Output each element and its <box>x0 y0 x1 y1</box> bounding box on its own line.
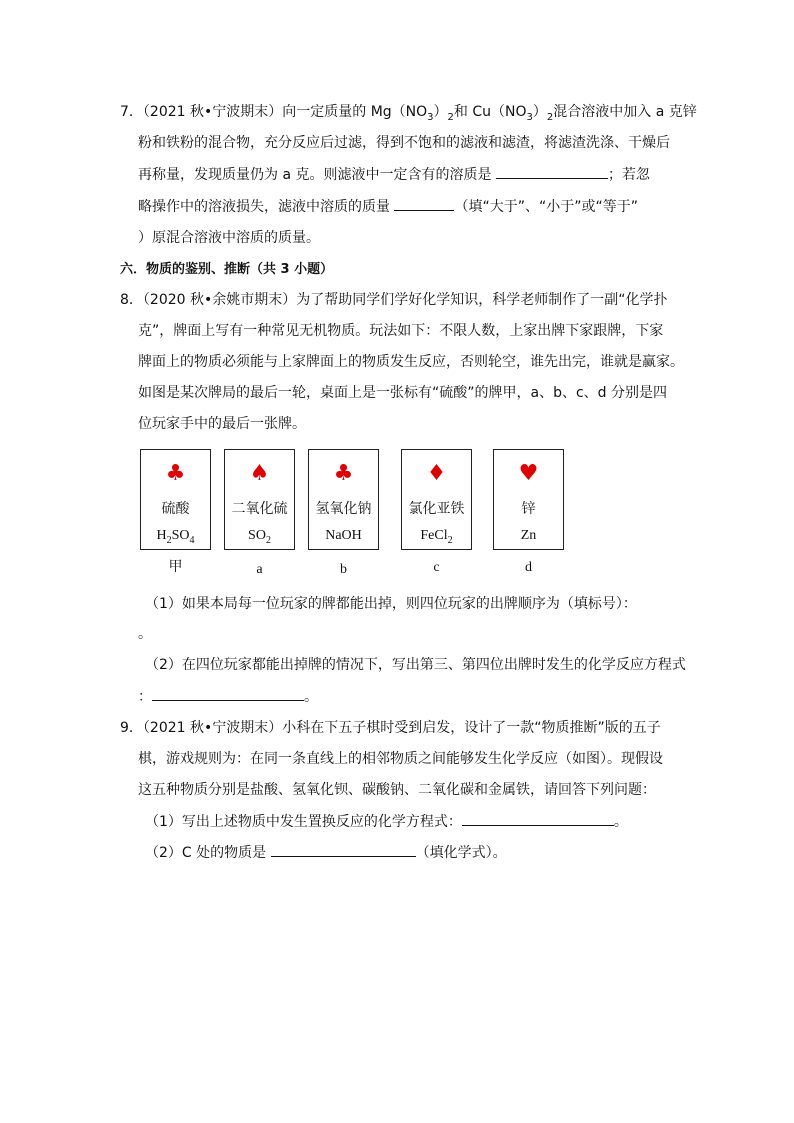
card-formula: FeCl$_2$ <box>420 528 453 546</box>
card-name: 氢氧化钠 <box>315 501 372 517</box>
answer-blank[interactable] <box>462 811 614 826</box>
q7-line-4: 略操作中的溶液损失，滤液中溶质的质量 （填“大于”、“小于”或“等于” <box>138 196 638 217</box>
q8-sub2: （2）在四位玩家都能出掉牌的情况下，写出第三、第四位出牌时发生的化学反应方程式 <box>145 657 686 673</box>
section-title: 六．物质的鉴别、推断（共 3 小题） <box>120 262 334 277</box>
q7-line-2: 粉和铁粉的混合物，充分反应后过滤，得到不饱和的滤液和滤渣，将滤渣洗涤、干燥后 <box>138 135 670 151</box>
heart-icon: ♥ <box>518 461 539 486</box>
q8-line-1: 8．（2020 秋•余姚市期末）为了帮助同学们学好化学知识，科学老师制作了一副“化学扑 <box>120 292 668 308</box>
card-label: b <box>340 562 347 577</box>
card-name: 锌 <box>521 501 536 517</box>
card-c <box>401 449 472 550</box>
answer-blank[interactable] <box>152 686 304 701</box>
card-formula: $SO_2$ <box>248 528 271 546</box>
answer-blank[interactable] <box>496 164 608 179</box>
diamond-icon: ♦ <box>426 461 447 486</box>
card-label: 甲 <box>168 559 183 575</box>
card-label: a <box>256 562 263 577</box>
q9-sub1: （1）写出上述物质中发生置换反应的化学方程式： 。 <box>145 811 628 832</box>
q8-sub1: （1）如果本局每一位玩家的牌都能出掉，则四位玩家的出牌顺序为（填标号）： <box>145 596 637 612</box>
q8-sub2-answer: ： 。 <box>138 686 318 707</box>
q9-line-2: 棋，游戏规则为：在同一条直线上的相邻物质之间能够发生化学反应（如图）。现假设 <box>138 751 663 767</box>
q7-line-5: ）原混合溶液中溶质的质量。 <box>138 230 320 246</box>
q8-line-3: 牌面上的物质必须能与上家牌面上的物质发生反应，否则轮空，谁先出完，谁就是赢家。 <box>138 354 684 370</box>
q9-sub2: （2）C 处的物质是 （填化学式）。 <box>145 842 507 863</box>
answer-blank[interactable] <box>271 842 416 857</box>
q9-line-1: 9．（2021 秋•宁波期末）小科在下五子棋时受到启发，设计了一款“物质推断”版的五子 <box>120 720 661 736</box>
card-name: 氯化亚铁 <box>408 501 465 517</box>
q9-line-3: 这五种物质分别是盐酸、氢氧化钡、碳酸钠、二氧化碳和金属铁，请回答下列问题： <box>138 782 656 798</box>
card-formula: Zn <box>520 528 537 543</box>
club-icon: ♣ <box>165 461 186 486</box>
card-formula: NaOH <box>325 528 362 543</box>
q8-line-2: 克”，牌面上写有一种常见无机物质。玩法如下：不限人数，上家出牌下家跟牌，下家 <box>138 323 664 339</box>
card-label: c <box>433 560 440 575</box>
q7-line-3: 再称量，发现质量仍为 a 克。则滤液中一定含有的溶质是 ；若忽 <box>138 164 650 185</box>
answer-blank[interactable] <box>394 196 454 211</box>
card-name: 硫酸 <box>161 501 190 517</box>
club-icon: ♣ <box>333 461 354 486</box>
card-b <box>308 449 379 550</box>
q8-line-4: 如图是某次牌局的最后一轮，桌面上是一张标有“硫酸”的牌甲，a、b、c、d 分别是四 <box>138 385 668 401</box>
card-label: d <box>525 560 532 575</box>
q7-line-1: 7．（2021 秋•宁波期末）向一定质量的 $Mg(NO_3)_2$和 $Cu(NO_3)_2$混合溶液中加入 a 克锌 <box>120 104 697 123</box>
q8-line-5: 位玩家手中的最后一张牌。 <box>138 416 306 432</box>
spade-icon: ♠ <box>249 461 270 486</box>
card-formula: $H_2SO_4$ <box>156 528 195 546</box>
card-jia <box>140 449 211 550</box>
card-a <box>224 449 295 550</box>
q8-sub1-end: 。 <box>138 626 152 642</box>
card-name: 二氧化硫 <box>231 501 288 517</box>
card-d <box>493 449 564 550</box>
